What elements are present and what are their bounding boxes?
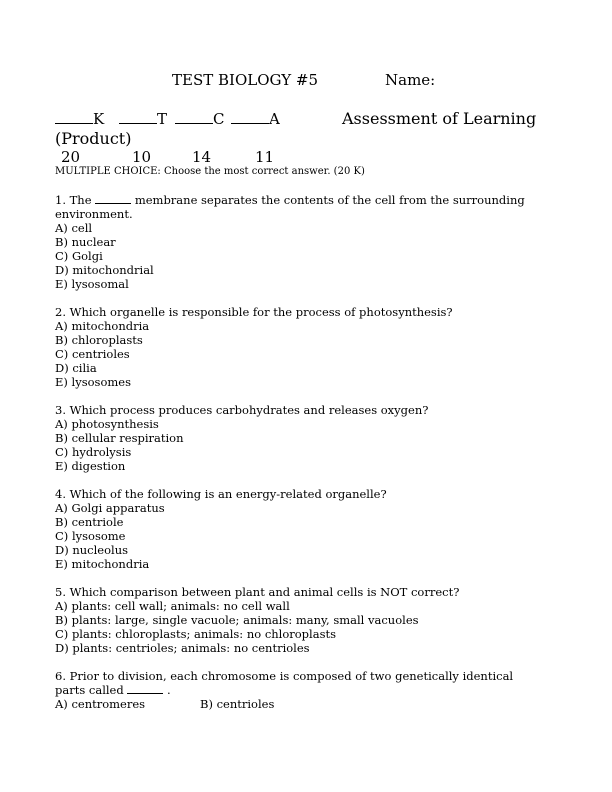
t-score-item — [119, 109, 167, 128]
option[interactable]: B) chloroplasts — [55, 333, 143, 347]
a-score-item — [231, 109, 280, 128]
question-1-stem-start: 1. The — [55, 193, 92, 207]
option[interactable]: A) cell — [55, 221, 93, 235]
t-label: T — [157, 110, 168, 128]
k-label: K — [93, 110, 105, 128]
option[interactable]: C) centrioles — [55, 347, 130, 361]
c-score-blank — [175, 109, 213, 124]
option[interactable]: D) plants: centrioles; animals: no centrioles — [55, 641, 310, 655]
question-6-stem-start: parts called — [55, 683, 124, 697]
c-label: C — [213, 110, 225, 128]
option[interactable]: A) photosynthesis — [55, 417, 159, 431]
question-3 — [55, 403, 555, 473]
t-points: 10 — [132, 148, 152, 166]
answer-blank — [95, 193, 131, 204]
question-6-stem-end: . — [167, 683, 171, 697]
k-score-item — [55, 109, 104, 128]
question-6-options-row — [55, 697, 555, 711]
option[interactable]: E) lysosomal — [55, 277, 129, 291]
question-4 — [55, 487, 555, 571]
option[interactable]: E) digestion — [55, 459, 126, 473]
a-points: 11 — [255, 148, 275, 166]
k-points: 20 — [61, 148, 81, 166]
option[interactable]: C) hydrolysis — [55, 445, 132, 459]
option[interactable]: A) Golgi apparatus — [55, 501, 165, 515]
product-label: (Product) — [55, 129, 132, 148]
question-5 — [55, 585, 555, 655]
option[interactable]: D) nucleolus — [55, 543, 129, 557]
option[interactable]: B) plants: large, single vacuole; animals: many, small vacuoles — [55, 613, 419, 627]
points-line — [55, 148, 315, 168]
question-1-stem — [55, 193, 555, 221]
a-score-blank — [231, 109, 269, 124]
option[interactable]: B) centriole — [55, 515, 124, 529]
question-5-stem: 5. Which comparison between plant and animal cells is NOT correct? — [55, 585, 460, 599]
t-score-blank — [119, 109, 157, 124]
question-6 — [55, 669, 555, 711]
option[interactable]: A) mitochondria — [55, 319, 150, 333]
question-3-stem: 3. Which process produces carbohydrates and releases oxygen? — [55, 403, 429, 417]
option[interactable]: C) plants: chloroplasts; animals: no chloroplasts — [55, 627, 337, 641]
question-4-stem: 4. Which of the following is an energy-related organelle? — [55, 487, 387, 501]
option[interactable]: A) plants: cell wall; animals: no cell wall — [55, 599, 290, 613]
option[interactable]: D) mitochondrial — [55, 263, 154, 277]
option[interactable]: D) cilia — [55, 361, 97, 375]
assessment-title: Assessment of Learning — [342, 109, 537, 128]
k-score-blank — [55, 109, 93, 124]
question-1 — [55, 193, 555, 291]
question-1-stem-end: membrane separates the contents of the cell from the surrounding environment. — [55, 193, 525, 221]
multiple-choice-instructions: MULTIPLE CHOICE: Choose the most correct answer. (20 K) — [55, 166, 365, 177]
option[interactable]: E) lysosomes — [55, 375, 131, 389]
option[interactable]: A) centromeres — [55, 697, 146, 711]
option[interactable]: B) nuclear — [55, 235, 116, 249]
test-title: TEST BIOLOGY #5 — [172, 71, 319, 89]
question-6-stem-line-1: 6. Prior to division, each chromosome is composed of two genetically identical — [55, 669, 514, 683]
option[interactable]: C) Golgi — [55, 249, 103, 263]
a-label: A — [269, 110, 280, 128]
question-2 — [55, 305, 555, 389]
answer-blank — [127, 683, 163, 694]
question-2-stem: 2. Which organelle is responsible for the process of photosynthesis? — [55, 305, 453, 319]
title-line — [0, 71, 612, 91]
name-label: Name: — [385, 71, 436, 89]
option[interactable]: B) centrioles — [200, 697, 275, 711]
option[interactable]: C) lysosome — [55, 529, 126, 543]
c-points: 14 — [192, 148, 212, 166]
question-6-stem-line-2 — [55, 683, 555, 697]
c-score-item — [175, 109, 224, 128]
option[interactable]: E) mitochondria — [55, 557, 150, 571]
option[interactable]: B) cellular respiration — [55, 431, 184, 445]
